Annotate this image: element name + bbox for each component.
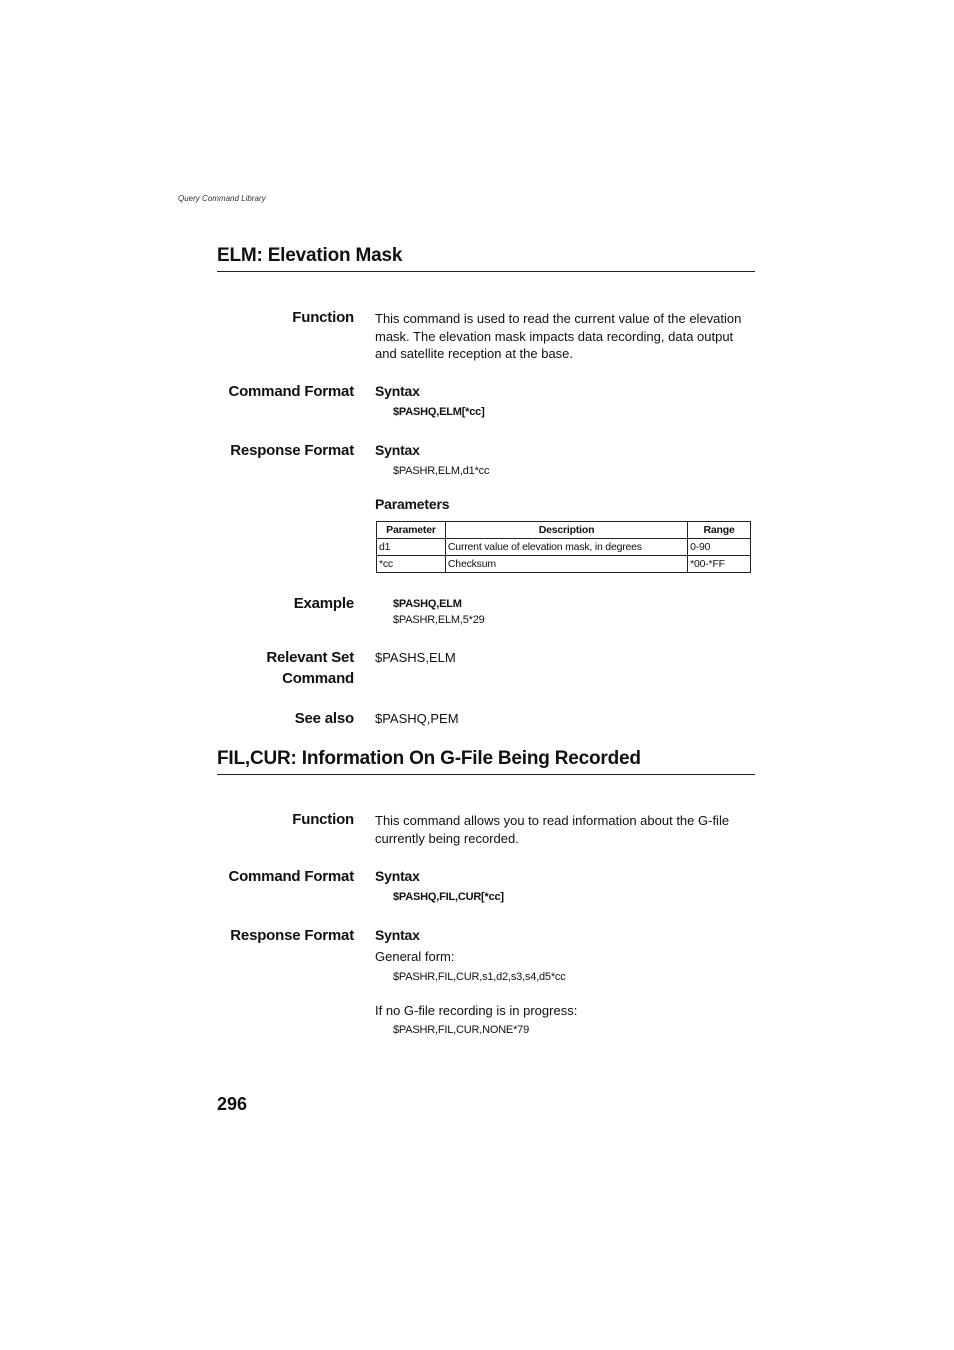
page-number: 296 bbox=[217, 1094, 248, 1114]
general-form: $PASHR,FIL,CUR,s1,d2,s3,s4,d5*cc bbox=[393, 971, 566, 983]
command-format-label: Command Format bbox=[228, 383, 354, 400]
table-cell: 0-90 bbox=[688, 539, 751, 556]
example-label: Example bbox=[293, 595, 354, 612]
parameters-table bbox=[376, 521, 751, 573]
function-text: This command is used to read the current value of the elevation mask. The elevation mask impacts data recording, data output and satellite reception at the base. bbox=[375, 311, 742, 361]
table-row bbox=[377, 556, 751, 573]
response-syntax-label: Syntax bbox=[375, 442, 420, 458]
table-cell: *cc bbox=[377, 556, 446, 573]
section-title-elm: ELM: Elevation Mask bbox=[217, 245, 755, 272]
table-header-cell: Range bbox=[688, 522, 751, 539]
table-cell: d1 bbox=[377, 539, 446, 556]
see-also-label: See also bbox=[294, 710, 354, 727]
relevant-set-label: Relevant Set bbox=[266, 649, 354, 666]
parameters-label: Parameters bbox=[375, 496, 450, 512]
running-header: Query Command Library bbox=[178, 194, 266, 203]
no-recording-response: $PASHR,FIL,CUR,NONE*79 bbox=[393, 1024, 529, 1036]
table-header-cell: Description bbox=[445, 522, 687, 539]
example-response: $PASHR,ELM,5*29 bbox=[393, 614, 485, 626]
section-title-fil-cur: FIL,CUR: Information On G-File Being Recorded bbox=[217, 748, 755, 775]
function-label: Function bbox=[292, 309, 354, 326]
function-label: Function bbox=[292, 811, 354, 828]
see-also-value: $PASHQ,PEM bbox=[375, 711, 459, 726]
relevant-command-label: Command bbox=[282, 670, 354, 687]
table-cell: *00-*FF bbox=[688, 556, 751, 573]
command-syntax-label: Syntax bbox=[375, 383, 420, 399]
no-recording-label: If no G-file recording is in progress: bbox=[375, 1003, 578, 1018]
response-syntax-label: Syntax bbox=[375, 927, 420, 943]
response-format-label: Response Format bbox=[230, 927, 354, 944]
table-cell: Checksum bbox=[445, 556, 687, 573]
function-text: This command allows you to read information about the G-file currently being recorded. bbox=[375, 813, 730, 846]
general-form-label: General form: bbox=[375, 949, 455, 964]
command-syntax: $PASHQ,FIL,CUR[*cc] bbox=[393, 891, 504, 903]
table-row bbox=[377, 539, 751, 556]
relevant-set-value: $PASHS,ELM bbox=[375, 650, 456, 665]
response-syntax: $PASHR,ELM,d1*cc bbox=[393, 465, 490, 477]
table-cell: Current value of elevation mask, in degrees bbox=[445, 539, 687, 556]
command-syntax: $PASHQ,ELM[*cc] bbox=[393, 406, 485, 418]
example-query: $PASHQ,ELM bbox=[393, 598, 462, 610]
command-syntax-label: Syntax bbox=[375, 868, 420, 884]
table-header-row bbox=[377, 522, 751, 539]
table-header-cell: Parameter bbox=[377, 522, 446, 539]
response-format-label: Response Format bbox=[230, 442, 354, 459]
command-format-label: Command Format bbox=[228, 868, 354, 885]
